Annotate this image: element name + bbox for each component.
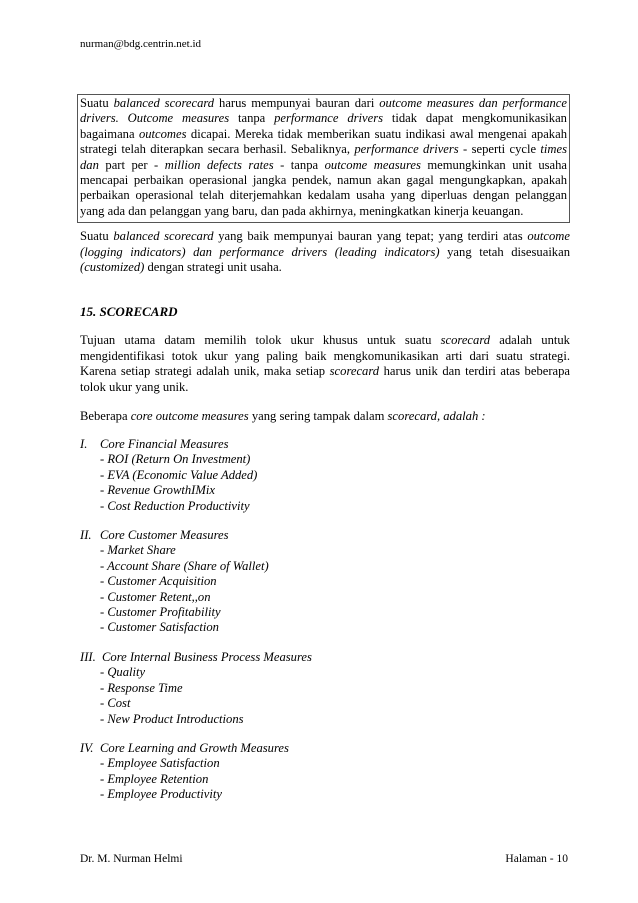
measure-group-title (80, 650, 570, 665)
text-run: yang tetah disesuaikan (439, 244, 570, 259)
paragraph-outcome-drivers (77, 94, 570, 223)
text-run: Tujuan utama datam memilih tolok ukur khusus untuk suatu (80, 333, 441, 348)
text-run: performance drivers (274, 111, 384, 126)
text-run: tanpa (229, 111, 275, 126)
text-run: harus unik dan terdiri atas beberapa tolok ukur yang unik. (80, 364, 570, 394)
text-run: Suatu (80, 96, 114, 110)
list-item: - Employee Retention (100, 771, 209, 786)
measure-group-title (80, 437, 570, 452)
list-item: - Cost Reduction Productivity (100, 498, 250, 513)
text-run: dicapai. Mereka tidak memberikan suatu indikasi awal mengenai apakah strategi telah diterapkan secara berhasil. Sebaliknya, (80, 126, 567, 157)
text-run: Beberapa (80, 409, 131, 424)
text-run: (customized) (80, 260, 145, 275)
measure-group-number: III. (80, 649, 96, 664)
text-run: outcomes (138, 126, 187, 141)
list-item: - Customer Satisfaction (100, 620, 219, 635)
text-run: adalah untuk mengidentifikasi totok ukur yang paling baik mengkomunikasikan arti dari suatu strategi. Karena setiap strategi adalah unik, maka setiap (80, 333, 570, 379)
text-run: - seperti cycle (458, 142, 541, 157)
list-item: - Revenue GrowthIMix (100, 483, 215, 498)
measure-group-number: I. (80, 437, 88, 451)
list-item: - Quality (100, 665, 146, 680)
measure-group (80, 437, 570, 514)
measure-group-title (80, 528, 570, 543)
paragraph-scorecard-purpose (80, 333, 570, 395)
text-run: balanced scorecard (113, 96, 215, 110)
paragraph-balanced-mix (80, 229, 570, 275)
text-run: Suatu (80, 229, 114, 244)
list-item: - Customer Retent,,on (100, 589, 211, 604)
measure-group (80, 528, 570, 636)
text-run: balanced scorecard (113, 229, 214, 244)
text-run: dengan strategi unit usaha. (144, 260, 282, 275)
measure-group-number: IV. (80, 740, 94, 755)
text-run: - tanpa (273, 157, 325, 172)
section-scorecard (80, 304, 570, 424)
measure-group-number: II. (80, 528, 92, 543)
list-item: - EVA (Economic Value Added) (100, 467, 258, 482)
measures-lists (80, 437, 570, 803)
list-item: - Cost (100, 696, 131, 711)
measure-group (80, 650, 570, 727)
list-item: - Customer Acquisition (100, 574, 217, 589)
list-item: - Response Time (100, 680, 183, 695)
text-run: performance drivers (354, 142, 459, 157)
body-block-1 (80, 94, 570, 275)
header-email: nurman@bdg.centrin.net.id (80, 38, 202, 50)
text-run: memungkinkan unit usaha mencapai perbaikan operasional jangka pendek, namun akan gagal mengungkapkan, apakah perbaikan operasional telah diterjemahkan kedalam usaha yang diperluas dengan pelanggan yang ada dan pelanggan yang baru, dan pada akhirnya, meningkatkan kinerja keuangan. (80, 157, 567, 218)
text-run: yang baik mempunyai bauran yang tepat; yang terdiri atas (213, 229, 528, 244)
measure-group-label: Core Learning and Growth Measures (100, 740, 289, 755)
list-item: - Customer Profitability (100, 605, 221, 620)
text-run: times dan (80, 142, 567, 172)
text-run: yang sering tampak dalam (248, 409, 388, 424)
text-run: scorecard (329, 364, 380, 379)
text-run: scorecard (440, 333, 491, 348)
text-run: million defects rates (164, 157, 274, 172)
footer-author: Dr. M. Nurman Helmi (80, 853, 183, 865)
list-item: - Employee Satisfaction (100, 756, 220, 771)
text-run: outcome measures dan performance drivers. Outcome measures (80, 96, 567, 126)
list-item: - Market Share (100, 543, 176, 558)
list-item: - New Product Introductions (100, 711, 244, 726)
paragraph-core-measures-intro (80, 409, 570, 424)
measure-group (80, 741, 570, 803)
text-run: scorecard, adalah : (387, 409, 486, 424)
text-run: tidak dapat mengkomunikasikan bagaimana (80, 111, 567, 141)
section-heading: 15. SCORECARD (80, 304, 178, 319)
measure-group-label: Core Internal Business Process Measures (102, 649, 312, 664)
text-run: part per - (98, 157, 165, 172)
footer-page-number: Halaman - 10 (505, 853, 568, 865)
measure-group-label: Core Financial Measures (100, 437, 229, 451)
text-run: outcome (logging indicators) dan performance drivers (leading indicators) (80, 229, 570, 259)
text-run: outcome measures (324, 157, 421, 172)
list-item: - Employee Productivity (100, 787, 222, 802)
list-item: - ROI (Return On Investment) (100, 452, 251, 467)
measure-group-title (80, 741, 570, 756)
measure-group-label: Core Customer Measures (100, 528, 229, 543)
text-run: harus mempunyai bauran dari (214, 96, 380, 110)
text-run: core outcome measures (130, 409, 249, 424)
list-item: - Account Share (Share of Wallet) (100, 558, 269, 573)
